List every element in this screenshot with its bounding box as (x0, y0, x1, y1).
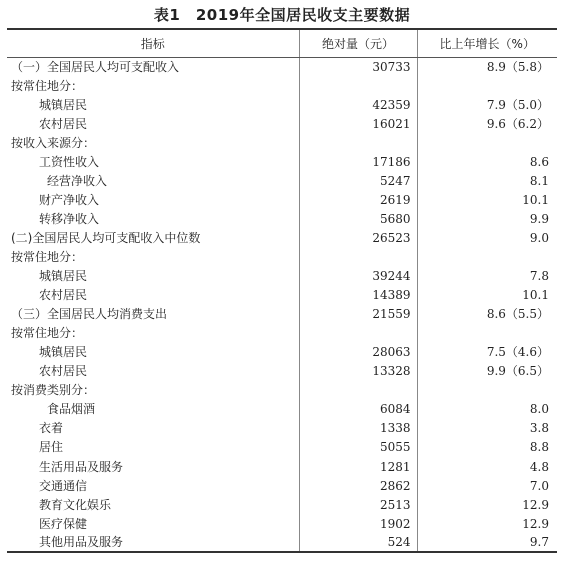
row-growth-value: 9.7 (417, 533, 557, 552)
row-absolute-value: 2513 (299, 495, 417, 514)
row-growth-value (417, 381, 557, 400)
table-row (7, 190, 557, 209)
row-label: 其他用品及服务 (7, 533, 299, 552)
row-label: 居住 (39, 440, 64, 455)
table-row (7, 133, 557, 152)
row-label: 按消费类别分： (11, 383, 96, 398)
table-row (7, 152, 557, 171)
table-row (7, 171, 557, 190)
row-growth-value: 7.5（4.6） (486, 345, 549, 360)
row-label: (二)全国居民人均可支配收入中位数 (11, 230, 201, 245)
header-growth: 比上年增长（%） (417, 29, 557, 57)
row-absolute-value: 5055 (299, 438, 417, 457)
row-label: 按常住地分： (11, 78, 84, 93)
table-row (7, 95, 557, 114)
row-label: 城镇居民 (39, 345, 88, 360)
table-row (7, 267, 557, 286)
row-growth-value: 12.9 (522, 516, 549, 531)
row-label: 生活用品及服务 (39, 459, 124, 474)
row-absolute-value: 17186 (299, 152, 417, 171)
table-row (7, 305, 557, 324)
table-title: 表1 2019年全国居民收支主要数据 (153, 6, 411, 24)
row-label: （一）全国居民人均可支配收入 (11, 59, 180, 74)
row-label: 城镇居民 (39, 97, 88, 112)
row-label: 教育文化娱乐 (39, 497, 112, 512)
row-absolute-value: 13328 (299, 362, 417, 381)
table-row (7, 400, 557, 419)
row-absolute-value: 2619 (299, 190, 417, 209)
table-row (7, 76, 557, 95)
row-absolute-value (299, 133, 417, 152)
table-row (7, 247, 557, 266)
table-row (7, 419, 557, 438)
row-growth-value: 8.9（5.8） (486, 59, 549, 74)
row-absolute-value (299, 247, 417, 266)
row-absolute-value: 42359 (299, 95, 417, 114)
row-absolute-value: 39244 (299, 267, 417, 286)
row-label: 转移净收入 (39, 211, 100, 226)
table-row (7, 495, 557, 514)
row-absolute-value: 28063 (299, 343, 417, 362)
row-growth-value: 10.1 (522, 288, 549, 303)
row-growth-value: 7.9（5.0） (486, 97, 549, 112)
row-label: 按收入来源分： (11, 135, 96, 150)
row-growth-value: 8.0 (529, 402, 549, 417)
row-growth-value: 8.6（5.5） (486, 307, 549, 322)
row-label: 按常住地分： (11, 249, 84, 264)
row-label: 经营净收入 (47, 173, 108, 188)
row-growth-value: 4.8 (529, 459, 549, 474)
row-label: 财产净收入 (39, 192, 100, 207)
table-row (7, 533, 557, 552)
row-absolute-value: 26523 (299, 228, 417, 247)
row-absolute-value: 5680 (299, 209, 417, 228)
table-row (7, 114, 557, 133)
table-body (7, 57, 557, 552)
row-growth-value: 8.8 (529, 440, 549, 455)
table-row (7, 438, 557, 457)
row-absolute-value: 30733 (299, 57, 417, 76)
row-growth-value: 9.6（6.2） (486, 116, 549, 131)
row-absolute-value (299, 76, 417, 95)
row-growth-value: 10.1 (522, 192, 549, 207)
row-growth-value (417, 324, 557, 343)
row-label: 农村居民 (39, 288, 88, 303)
row-growth-value (417, 247, 557, 266)
row-absolute-value (299, 381, 417, 400)
row-growth-value (417, 133, 557, 152)
table-row (7, 362, 557, 381)
table-header-row (7, 29, 557, 57)
row-growth-value: 8.6 (529, 154, 549, 169)
row-growth-value: 12.9 (522, 497, 549, 512)
table-row (7, 476, 557, 495)
row-growth-value (417, 76, 557, 95)
table-row (7, 57, 557, 76)
row-label: 城镇居民 (39, 269, 88, 284)
row-label: 农村居民 (39, 364, 88, 379)
table-row (7, 514, 557, 533)
row-absolute-value: 5247 (299, 171, 417, 190)
table-row (7, 457, 557, 476)
row-growth-value: 7.8 (529, 269, 549, 284)
row-label: 农村居民 (39, 116, 88, 131)
row-absolute-value: 6084 (299, 400, 417, 419)
table-row (7, 209, 557, 228)
table-row (7, 324, 557, 343)
row-label: 交通通信 (39, 478, 88, 493)
row-growth-value: 9.0 (529, 230, 549, 245)
row-label: 食品烟酒 (47, 402, 96, 417)
row-growth-value: 7.0 (529, 478, 549, 493)
row-growth-value: 9.9 (529, 211, 549, 226)
header-indicator: 指标 (7, 29, 299, 57)
header-absolute: 绝对量（元） (299, 29, 417, 57)
row-label: （三）全国居民人均消费支出 (11, 307, 168, 322)
row-absolute-value (299, 324, 417, 343)
row-label: 医疗保健 (39, 516, 88, 531)
row-absolute-value: 16021 (299, 114, 417, 133)
row-growth-value: 3.8 (529, 421, 549, 436)
row-absolute-value: 1902 (299, 514, 417, 533)
row-absolute-value: 2862 (299, 476, 417, 495)
row-absolute-value: 21559 (299, 305, 417, 324)
table-row (7, 286, 557, 305)
row-absolute-value: 1338 (299, 419, 417, 438)
income-expenditure-table (7, 28, 557, 553)
row-label: 按常住地分： (11, 326, 84, 341)
table-row (7, 228, 557, 247)
row-absolute-value: 14389 (299, 286, 417, 305)
table-row (7, 381, 557, 400)
row-absolute-value: 1281 (299, 457, 417, 476)
table-row (7, 343, 557, 362)
row-absolute-value: 524 (299, 533, 417, 552)
row-label: 衣着 (39, 421, 64, 436)
row-growth-value: 8.1 (529, 173, 549, 188)
row-label: 工资性收入 (39, 154, 100, 169)
row-growth-value: 9.9（6.5） (486, 364, 549, 379)
